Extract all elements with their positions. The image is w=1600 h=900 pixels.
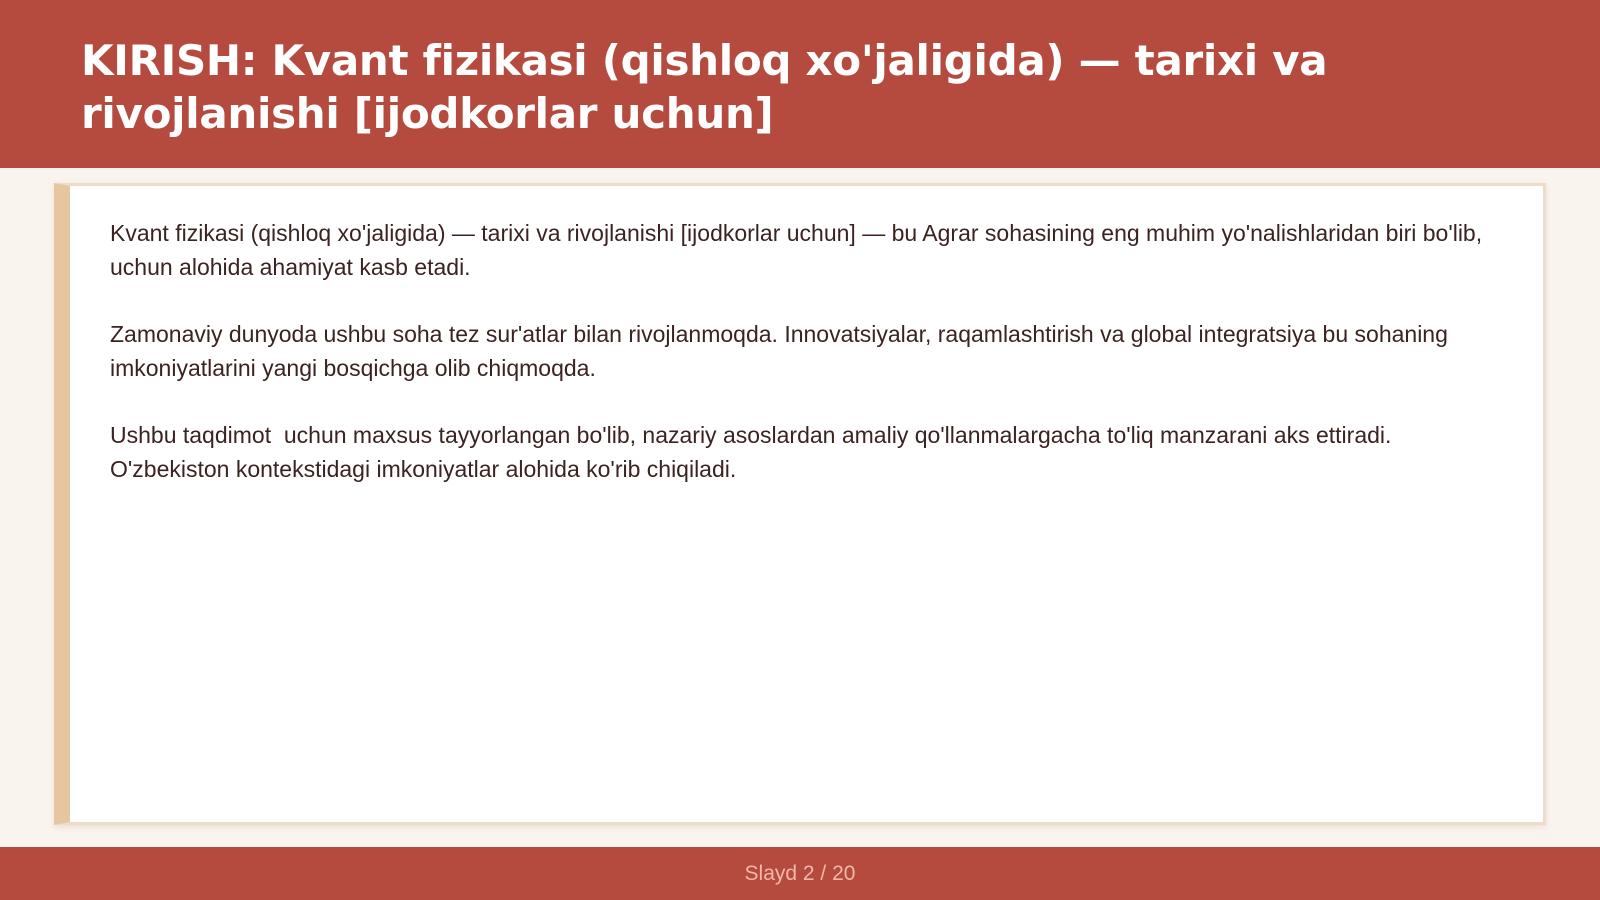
slide-header [0, 0, 1600, 168]
paragraph-intro: Kvant fizikasi (qishloq xo'jaligida) — tarixi va rivojlanishi [ijodkorlar uchun] — bu Agrar sohasining eng muhim yo'nalishlaridan biri bo'lib, uchun alohida ahamiyat kasb etadi. [110, 220, 1495, 280]
content-card [54, 183, 1546, 825]
slide-title: KIRISH: Kvant fizikasi (qishloq xo'jaligida) — tarixi va rivojlanishi [ijodkorlar uchun] [81, 36, 1328, 138]
paragraph-presentation-scope: Ushbu taqdimot uchun maxsus tayyorlangan bo'lib, nazariy asoslardan amaliy qo'llanmalargacha to'liq manzarani aks ettiradi. O'zbekiston kontekstidagi imkoniyatlar alohida ko'rib chiqiladi. [110, 422, 1398, 482]
slide-footer [0, 847, 1600, 900]
paragraph-modern-world: Zamonaviy dunyoda ushbu soha tez sur'atlar bilan rivojlanmoqda. Innovatsiyalar, raqamlashtirish va global integratsiya bu sohaning imkoniyatlarini yangi bosqichga olib chiqmoqda. [110, 321, 1455, 381]
slide-counter: Slayd 2 / 20 [744, 861, 856, 885]
